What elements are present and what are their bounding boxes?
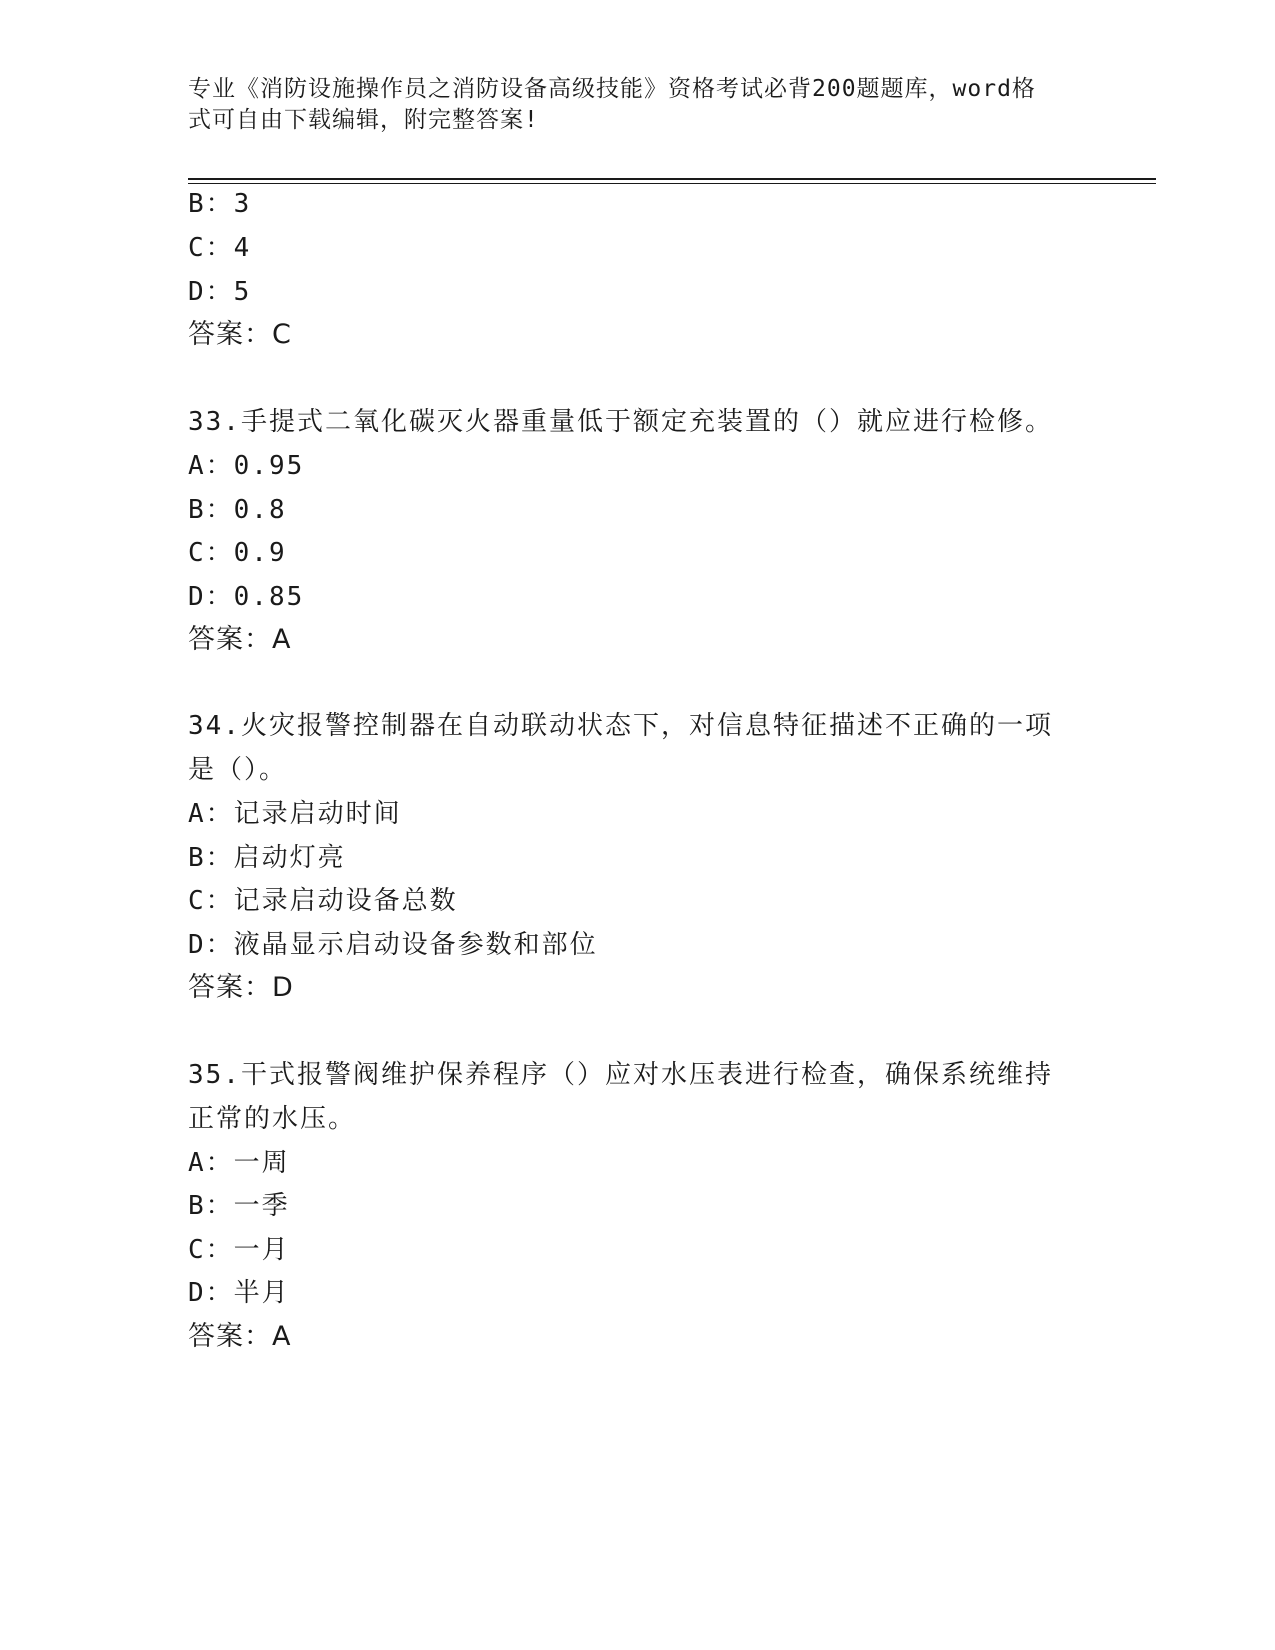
option-a: A：一周: [188, 1148, 290, 1178]
answer-label: 答案：A: [188, 1321, 292, 1352]
answer-label: 答案：A: [188, 624, 292, 655]
option-c: C：一月: [188, 1235, 290, 1265]
option-d: D：0.85: [188, 582, 305, 612]
option-b: B：0.8: [188, 495, 287, 525]
answer-label: 答案：D: [188, 972, 294, 1003]
answer-label: 答案：C: [188, 319, 292, 350]
header-divider: [188, 178, 1156, 180]
option-d: D：5: [188, 277, 252, 307]
option-d: D：半月: [188, 1278, 290, 1308]
question-stem-continued: 正常的水压。: [188, 1104, 357, 1134]
option-b: B：启动灯亮: [188, 843, 346, 873]
option-d: D：液晶显示启动设备参数和部位: [188, 930, 598, 960]
option-c: C：记录启动设备总数: [188, 886, 458, 916]
header-divider-thin: [188, 183, 1156, 184]
question-stem: 35.干式报警阀维护保养程序（）应对水压表进行检查，确保系统维持: [188, 1060, 1053, 1090]
option-b: B：3: [188, 189, 252, 219]
document-header: [188, 74, 1068, 136]
option-c: C：0.9: [188, 538, 287, 568]
question-stem-continued: 是（）。: [188, 755, 288, 785]
option-a: A：0.95: [188, 451, 305, 481]
option-a: A：记录启动时间: [188, 799, 402, 829]
question-stem: 33.手提式二氧化碳灭火器重量低于额定充装置的（）就应进行检修。: [188, 407, 1053, 437]
option-b: B：一季: [188, 1191, 290, 1221]
header-line-1: 专业《消防设施操作员之消防设备高级技能》资格考试必背200题题库，word格: [188, 76, 1036, 102]
question-stem: 34.火灾报警控制器在自动联动状态下，对信息特征描述不正确的一项: [188, 711, 1053, 741]
option-c: C：4: [188, 233, 252, 263]
header-line-2: 式可自由下载编辑，附完整答案!: [188, 107, 539, 133]
